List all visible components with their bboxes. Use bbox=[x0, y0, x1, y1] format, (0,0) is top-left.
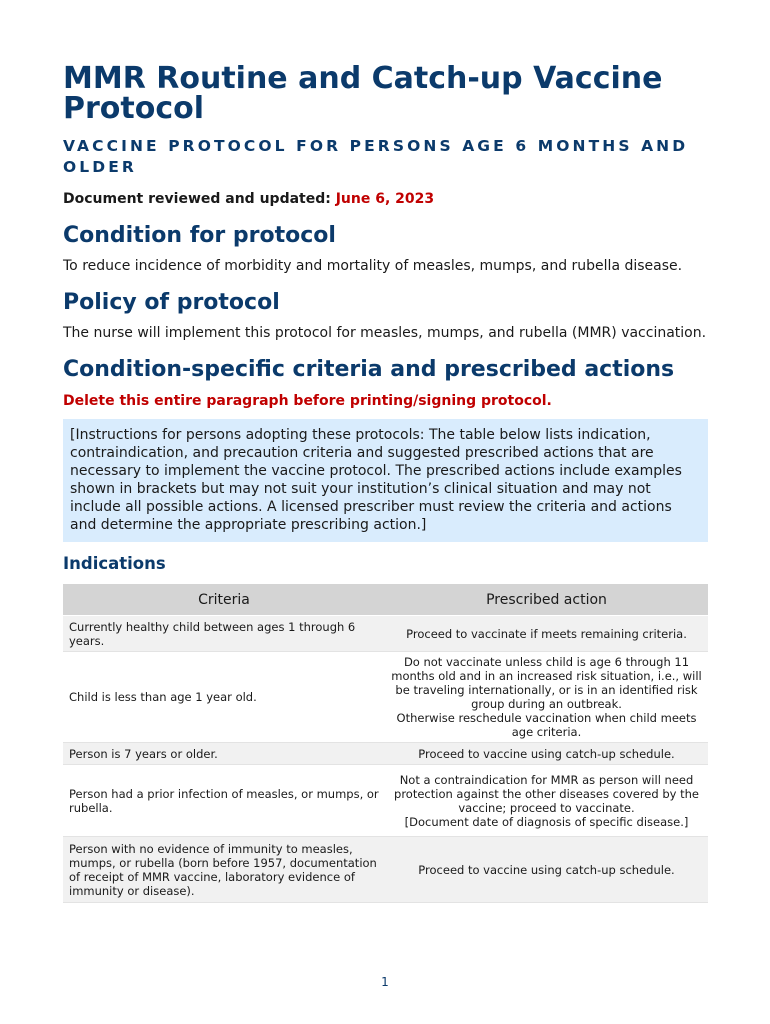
condition-heading: Condition for protocol bbox=[63, 223, 336, 248]
page-number: 1 bbox=[381, 975, 389, 989]
criteria-cell: Person had a prior infection of measles, or mumps, or rubella. bbox=[63, 765, 385, 837]
indications-table bbox=[63, 584, 708, 903]
table-header-row bbox=[63, 584, 708, 616]
document-title: MMR Routine and Catch-up Vaccine Protocol bbox=[63, 61, 663, 126]
policy-heading: Policy of protocol bbox=[63, 290, 280, 315]
action-text: Proceed to vaccinate if meets remaining criteria. bbox=[406, 626, 687, 641]
criteria-heading: Condition-specific criteria and prescribed actions bbox=[63, 357, 675, 382]
column-header-prescribed-action: Prescribed action bbox=[385, 584, 708, 616]
review-date-line bbox=[63, 190, 708, 208]
table-row bbox=[63, 616, 708, 652]
action-cell bbox=[385, 652, 708, 743]
document-subtitle: VACCINE PROTOCOL FOR PERSONS AGE 6 MONTHS AND OLDER bbox=[63, 137, 689, 176]
policy-text: The nurse will implement this protocol for measles, mumps, and rubella (MMR) vaccination. bbox=[63, 325, 707, 341]
action-cell bbox=[385, 765, 708, 837]
action-text: [Document date of diagnosis of specific disease.] bbox=[404, 814, 689, 829]
action-cell bbox=[385, 616, 708, 652]
table-row bbox=[63, 765, 708, 837]
delete-paragraph-warning: Delete this entire paragraph before printing/signing protocol. bbox=[63, 393, 552, 409]
document-body bbox=[63, 61, 708, 903]
action-cell bbox=[385, 743, 708, 765]
review-date-label: Document reviewed and updated: bbox=[63, 191, 331, 207]
table-row bbox=[63, 743, 708, 765]
action-text: Proceed to vaccine using catch-up schedule. bbox=[418, 746, 675, 761]
condition-text: To reduce incidence of morbidity and mortality of measles, mumps, and rubella disease. bbox=[63, 258, 683, 274]
review-date-value: June 6, 2023 bbox=[335, 191, 435, 207]
criteria-cell: Currently healthy child between ages 1 through 6 years. bbox=[63, 616, 385, 652]
table-row bbox=[63, 837, 708, 903]
instructions-note: [Instructions for persons adopting these protocols: The table below lists indication, contraindication, and precaution criteria and suggested prescribed actions that are necessary to implement the vaccine protocol. The prescribed actions include examples shown in brackets but may not suit your institution’s clinical situation and may not include all possible actions. A licensed prescriber must review the criteria and actions and determine the appropriate prescribing action.] bbox=[63, 419, 708, 542]
criteria-cell: Child is less than age 1 year old. bbox=[63, 652, 385, 743]
criteria-cell: Person is 7 years or older. bbox=[63, 743, 385, 765]
action-text: Proceed to vaccine using catch-up schedule. bbox=[418, 862, 675, 877]
action-cell bbox=[385, 837, 708, 903]
table-row bbox=[63, 652, 708, 743]
indications-heading: Indications bbox=[63, 554, 166, 573]
action-text: Do not vaccinate unless child is age 6 through 11 months old and in an increased risk situation, i.e., will be traveling internationally, or is in an identified risk group during an outbreak. bbox=[391, 655, 702, 711]
criteria-cell: Person with no evidence of immunity to measles, mumps, or rubella (born before 1957, documentation of receipt of MMR vaccine, laboratory evidence of immunity or disease). bbox=[63, 837, 385, 903]
column-header-criteria: Criteria bbox=[63, 584, 385, 616]
action-text: Not a contraindication for MMR as person will need protection against the other diseases covered by the vaccine; proceed to vaccinate. bbox=[394, 772, 699, 815]
action-text: Otherwise reschedule vaccination when child meets age criteria. bbox=[396, 711, 697, 739]
